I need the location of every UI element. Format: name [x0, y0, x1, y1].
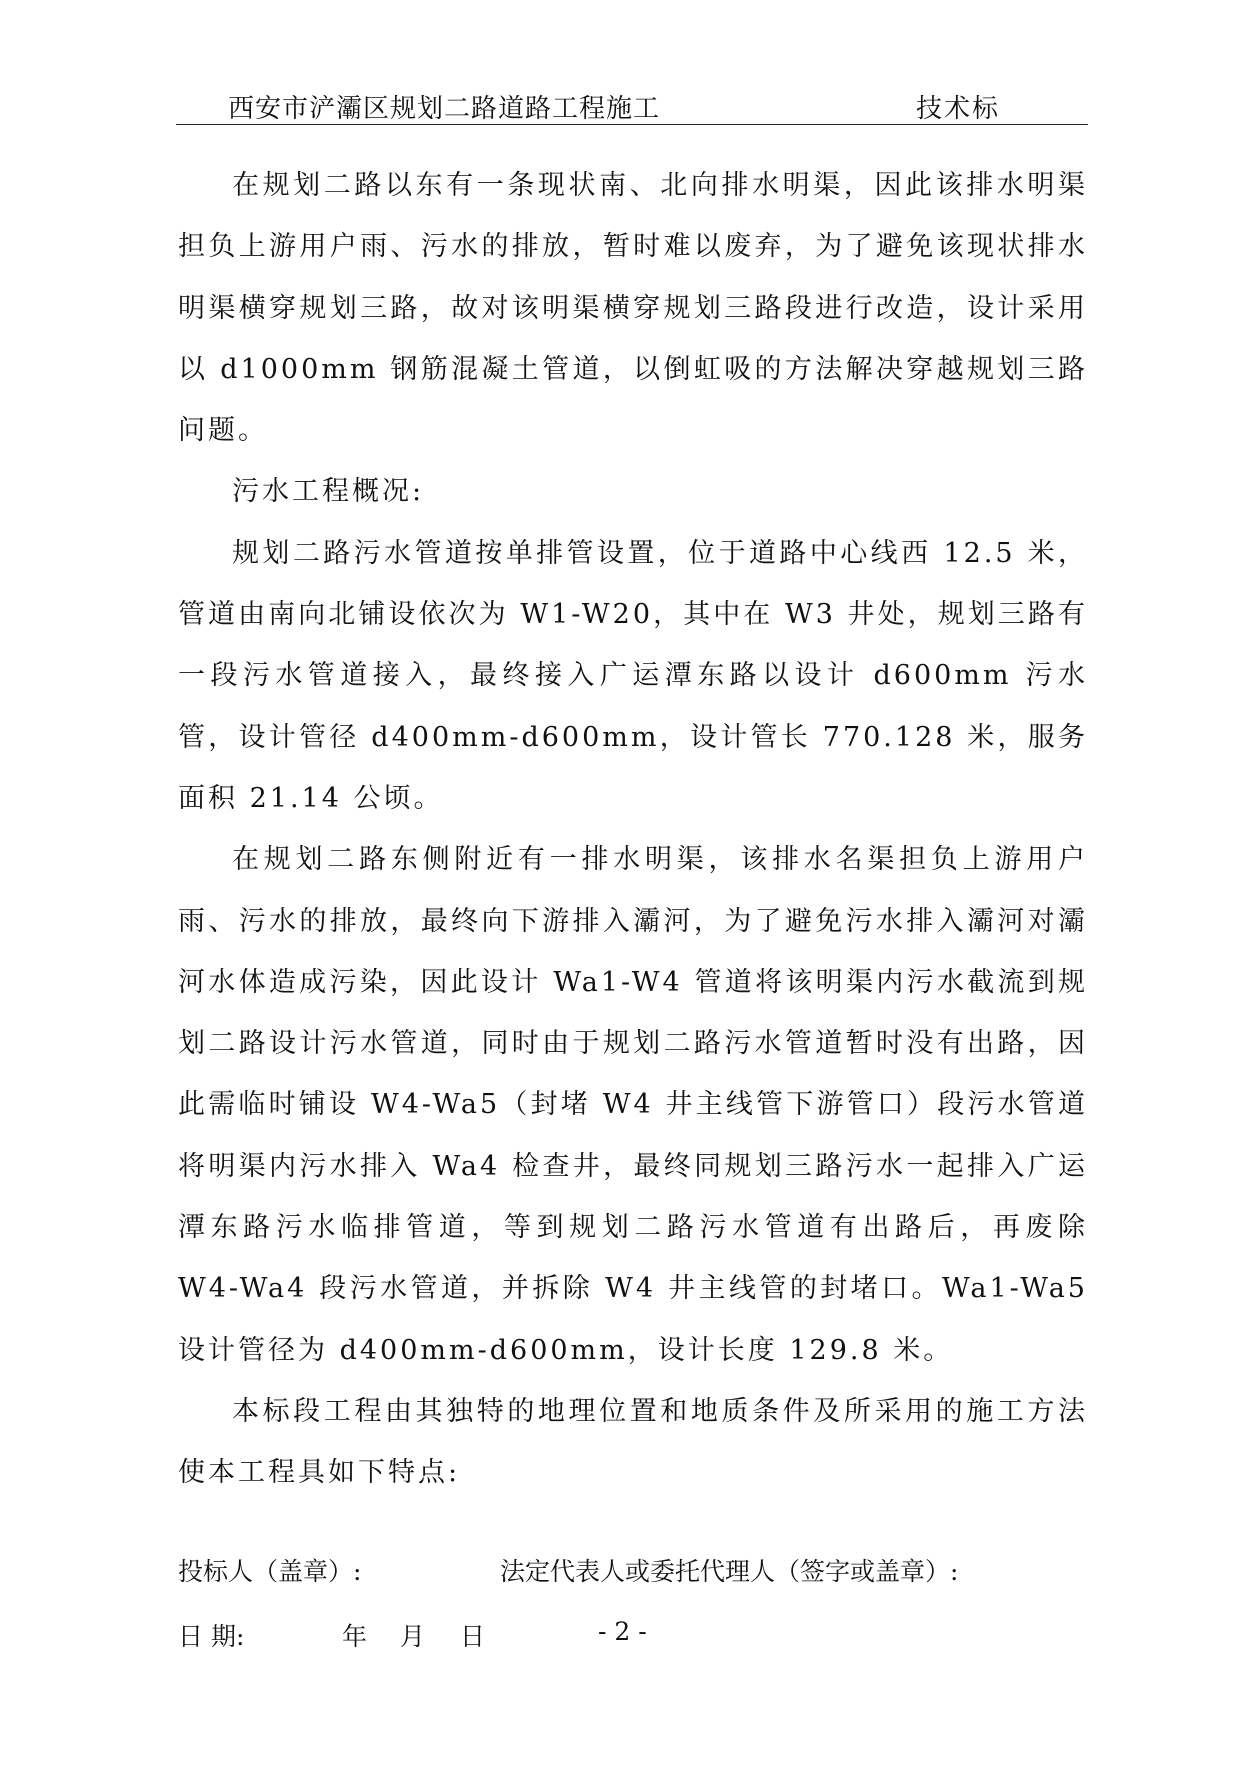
- bidder-seal-label: 投标人（盖章）:: [178, 1557, 362, 1586]
- page-number: - 2 -: [598, 1617, 647, 1646]
- section-heading: 污水工程概况:: [232, 476, 425, 508]
- paragraph: 在规划二路东侧附近有一排水明渠，该排水名渠担负上游用户雨、污水的排放，最终向下游排入灞河，为了避免污水排入灞河对灞河水体造成污染，因此设计 Wa1-W4 管道将该明渠内污水截流到规划二路设计污水管道，同时由于规划二路污水管道暂时没有出路，因此需临时铺设 W4-Wa5（封堵 W4 井主线管下游管口）段污水管道将明渠内污水排入 Wa4 检查井，最终同规划三路污水一起排入广运潭东路污水临排管道，等到规划二路污水管道有出路后，再废除 W4-Wa4 段污水管道，并拆除 W4 井主线管的封堵口。Wa1-Wa5 设计管径为 d400mm-d600mm，设计长度 129.8 米。: [178, 844, 1088, 1366]
- year-label: 年: [342, 1622, 368, 1651]
- document-type-label: 技术标: [916, 94, 1001, 124]
- paragraph: 本标段工程由其独特的地理位置和地质条件及所采用的施工方法使本工程具如下特点:: [178, 1395, 1088, 1489]
- body-text: [178, 155, 1088, 1504]
- page-header: [176, 80, 1088, 125]
- document-title: 西安市浐灞区规划二路道路工程施工: [228, 94, 661, 124]
- month-label: 月: [400, 1622, 426, 1651]
- date-label: 日 期:: [178, 1622, 245, 1651]
- paragraph: 规划二路污水管道按单排管设置，位于道路中心线西 12.5 米，管道由南向北铺设依次为 W1-W20，其中在 W3 井处，规划三路有一段污水管道接入，最终接入广运潭东路以设计 d600mm 污水管，设计管径 d400mm-d600mm，设计管长 770.128 米，服务面积 21.14 公顷。: [178, 537, 1088, 814]
- day-label: 日: [460, 1622, 486, 1651]
- paragraph: 在规划二路以东有一条现状南、北向排水明渠，因此该排水明渠担负上游用户雨、污水的排放，暂时难以废弃，为了避免该现状排水明渠横穿规划三路，故对该明渠横穿规划三路段进行改造，设计采用以 d1000mm 钢筋混凝土管道，以倒虹吸的方法解决穿越规划三路问题。: [178, 170, 1088, 447]
- representative-signature-label: 法定代表人或委托代理人（签字或盖章）:: [500, 1557, 959, 1586]
- date-line: [178, 1617, 647, 1791]
